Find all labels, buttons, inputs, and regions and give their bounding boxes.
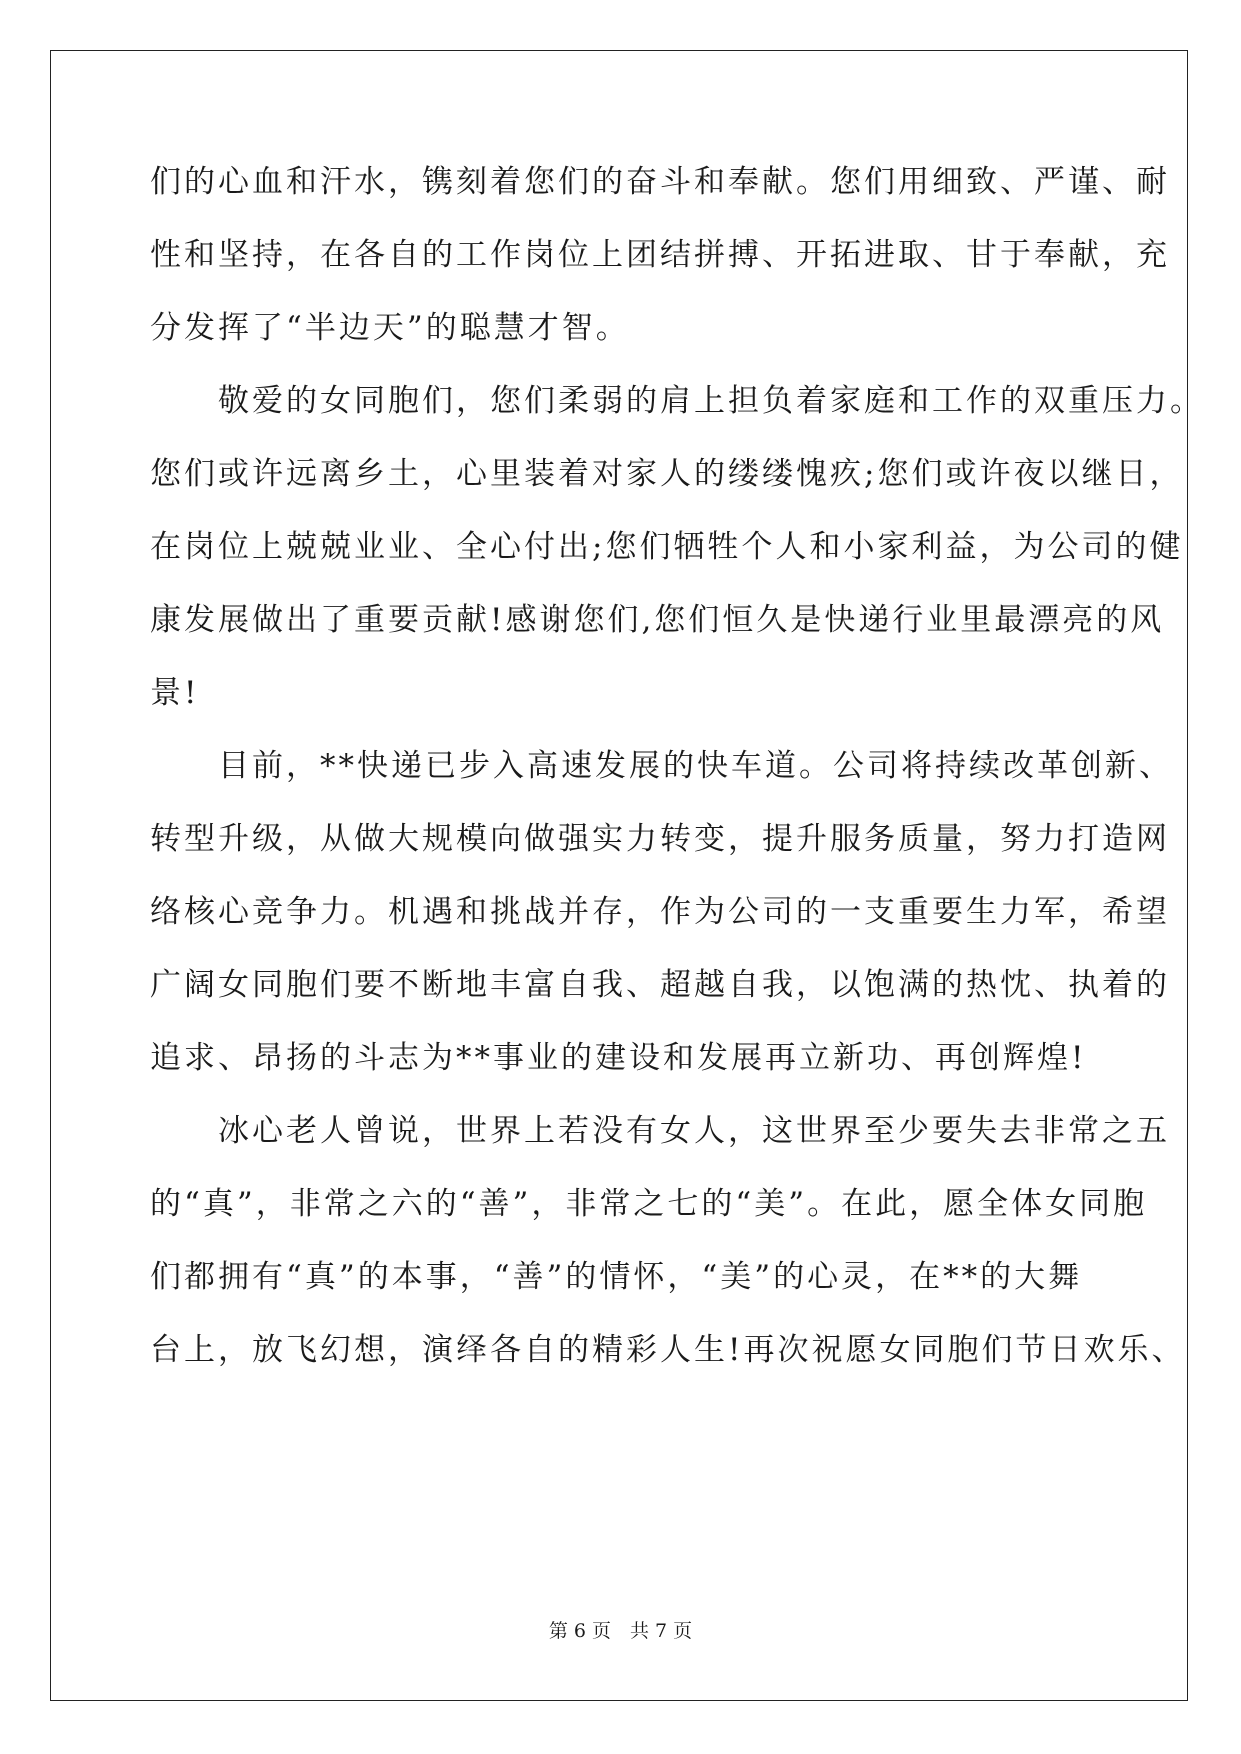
text-line: 络核心竞争力。机遇和挑战并存，作为公司的一支重要生力军，希望	[150, 894, 1170, 930]
text-line: 您们或许远离乡土，心里装着对家人的缕缕愧疚;您们或许夜以继日，	[150, 456, 1184, 492]
text-line: 们都拥有“真”的本事，“善”的情怀，“美”的心灵，在**的大舞	[150, 1259, 1083, 1295]
text-line: 追求、昂扬的斗志为**事业的建设和发展再立新功、再创辉煌!	[150, 1040, 1087, 1076]
text-line: 景!	[150, 675, 200, 711]
page-frame	[50, 50, 1188, 1701]
text-line: 目前，**快递已步入高速发展的快车道。公司将持续改革创新、	[150, 748, 1173, 784]
text-line: 冰心老人曾说，世界上若没有女人，这世界至少要失去非常之五	[150, 1113, 1170, 1149]
text-line: 们的心血和汗水，镌刻着您们的奋斗和奉献。您们用细致、严谨、耐	[150, 164, 1170, 200]
text-line: 性和坚持，在各自的工作岗位上团结拼搏、开拓进取、甘于奉献，充	[150, 237, 1170, 273]
text-line: 台上，放飞幻想，演绎各自的精彩人生!再次祝愿女同胞们节日欢乐、	[150, 1332, 1186, 1368]
text-line: 敬爱的女同胞们，您们柔弱的肩上担负着家庭和工作的双重压力。	[150, 383, 1204, 419]
text-line: 在岗位上兢兢业业、全心付出;您们牺牲个人和小家利益，为公司的健	[150, 529, 1184, 565]
text-line: 的“真”，非常之六的“善”，非常之七的“美”。在此，愿全体女同胞	[150, 1186, 1148, 1222]
text-line: 转型升级，从做大规模向做强实力转变，提升服务质量，努力打造网	[150, 821, 1170, 857]
page-number: 第 6 页 共 7 页	[548, 1620, 693, 1642]
text-line: 分发挥了“半边天”的聪慧才智。	[150, 310, 630, 346]
text-line: 康发展做出了重要贡献!感谢您们,您们恒久是快递行业里最漂亮的风	[150, 602, 1165, 638]
text-line: 广阔女同胞们要不断地丰富自我、超越自我，以饱满的热忱、执着的	[150, 967, 1170, 1003]
